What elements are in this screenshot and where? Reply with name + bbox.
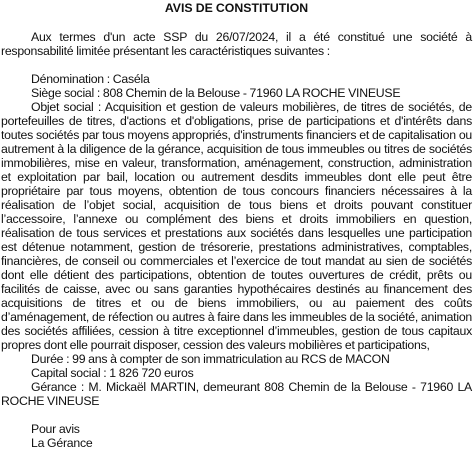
capital-social-line: Capital social : 1 826 720 euros	[31, 366, 194, 380]
duree-line: Durée : 99 ans à compter de son immatriculation au RCS de MACON	[31, 352, 390, 366]
gerance-paragraph: Gérance : M. Mickaël MARTIN, demeurant 808 Chemin de la Belouse - 71960 LA ROCHE VINEUSE	[1, 380, 472, 408]
objet-social-paragraph: Objet social : Acquisition et gestion de valeurs mobilières, de titres de sociétés, de portefeuilles de titres, d'actions et d'obligations, prise de participations et d'intérêts dans toutes sociétés par tous moyens appropriés, d'instruments financiers et de capitalisation ou autrement à la diligence de la gérance, acquisition de tous immeubles ou titres de sociétés immobilières, mise en valeur, transformation, aménagement, construction, administration et exploitation par bail, location ou autrement desdits immeubles dont elle peut être propriétaire par tous moyens, obtention de tous concours financiers nécessaires à la réalisation de l’objet social, acquisition de tous biens et droits pouvant constituer l’accessoire, l’annexe ou complément des biens et droits immobiliers en question, réalisation de tous services et prestations aux sociétés dans lesquelles une participation est détenue notamment, gestion de trésorerie, prestations administratives, comptables, financières, de conseil ou commerciales et l’exercice de tout mandat au sien de sociétés dont elle détient des participations, obtention de toutes ouvertures de crédit, prêts ou facilités de caisse, avec ou sans garanties hypothécaires destinés au financement des acquisitions de titres et ou de biens immobiliers, ou au paiement des coûts d’aménagement, de réfection ou autres à faire dans les immeubles de la société, animation des sociétés affiliées, cession à titre exceptionnel d’immeubles, gestion de tous capitaux propres dont elle pourrait disposer, cession des valeurs mobilières et participations,	[1, 100, 472, 352]
closing-pour-avis: Pour avis	[31, 422, 80, 436]
closing-la-gerance: La Gérance	[31, 436, 93, 450]
spacer	[1, 58, 472, 72]
denomination-line: Dénomination : Caséla	[31, 72, 150, 86]
siege-social-line: Siège social : 808 Chemin de la Belouse - 71960 LA ROCHE VINEUSE	[31, 86, 401, 100]
intro-paragraph: Aux termes d'un acte SSP du 26/07/2024, il a été constitué une société à responsabilité limitée présentant les caractéristiques suivantes :	[1, 30, 472, 58]
spacer	[1, 408, 472, 422]
notice-title: AVIS DE CONSTITUTION	[164, 1, 309, 15]
